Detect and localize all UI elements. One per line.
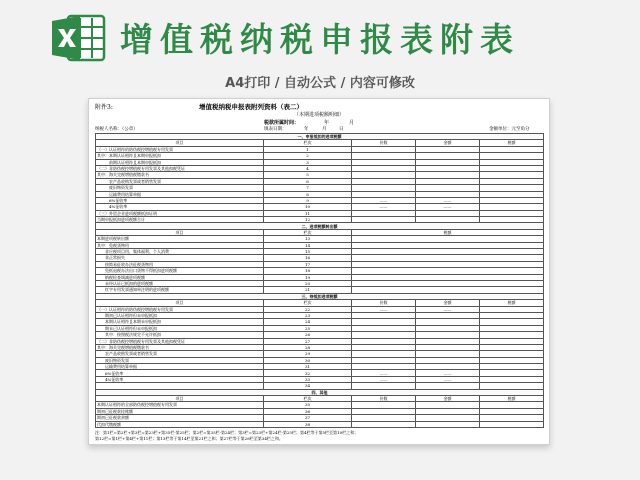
row-label: 期初已认证相符但未申报抵扣	[96, 312, 264, 318]
row-number: 22	[264, 306, 352, 312]
column-header: 栏次	[264, 300, 352, 306]
attachment-label: 附件3:	[95, 104, 113, 111]
column-header: 税额	[480, 140, 544, 146]
column-header: 税额	[480, 300, 544, 306]
row-number: 21	[264, 287, 352, 293]
period-year: 年	[324, 120, 330, 126]
row-number: 15	[264, 249, 352, 255]
banner	[0, 0, 640, 100]
row-label: 非正常损失	[96, 255, 264, 261]
column-header: 项目	[96, 300, 264, 306]
row-label: 其中：按照税法规定不允许抵扣	[96, 332, 264, 338]
amount-cell: ——	[416, 370, 480, 376]
section-title: 三、待抵扣进项税额	[96, 293, 544, 299]
excel-icon	[50, 12, 106, 64]
row-number: 17	[264, 261, 352, 267]
copies-cell: ——	[352, 306, 416, 312]
row-label: 红字专用发票通知单注明的进项税额	[96, 287, 264, 293]
formula-note-1: 注：第1栏=第2栏+第3栏=第23栏+第35栏-第25栏；第2栏=第35栏-第24栏；第3栏=第23栏+第24栏-第25栏；第4栏等于第5栏至第10栏之和；	[95, 430, 359, 435]
row-number: 32	[264, 370, 352, 376]
row-label: 农产品收购发票或者销售发票	[96, 178, 264, 184]
column-header: 税额	[480, 396, 544, 402]
sheet-subtitle: （本期进项税额明细）	[293, 112, 344, 118]
amount-cell[interactable]	[416, 421, 480, 427]
row-number: 31	[264, 364, 352, 370]
sheet-subtitle-row	[89, 111, 549, 117]
row-number: 29	[264, 351, 352, 357]
column-header: 项目	[96, 396, 264, 402]
row-number: 20	[264, 280, 352, 286]
row-label: 农产品收购发票或者销售发票	[96, 351, 264, 357]
row-number: 27	[264, 338, 352, 344]
row-label: 其中：本期认证相符且本期申报抵扣	[96, 153, 264, 159]
row-number: 10	[264, 204, 352, 210]
column-header: 金额	[416, 140, 480, 146]
row-number: 9	[264, 197, 352, 203]
row-label: 期初已征税款余额	[96, 415, 264, 421]
row-label: 期初已征税款挂账额	[96, 408, 264, 414]
column-header: 税额	[352, 229, 544, 235]
row-number: 28	[264, 344, 352, 350]
row-number: 5	[264, 172, 352, 178]
row-label: 4%征收率	[96, 204, 264, 210]
period-month: 月	[349, 120, 355, 126]
column-header: 栏次	[264, 396, 352, 402]
row-label: 按简易征收办法征税货物用	[96, 261, 264, 267]
row-number: 12	[264, 217, 352, 223]
row-label: 纳税检查调减进项税额	[96, 274, 264, 280]
row-label: 其中：海关完税增值税缴款书	[96, 344, 264, 350]
amount-unit: 金额单位：元至角分	[489, 127, 530, 132]
row-label: 6%征收率	[96, 197, 264, 203]
row-number: 37	[264, 415, 352, 421]
section-title: 二、进项税额转出额	[96, 223, 544, 229]
row-number: 11	[264, 210, 352, 216]
row-number: 16	[264, 255, 352, 261]
row-number: 18	[264, 268, 352, 274]
row-number: 7	[264, 185, 352, 191]
row-number: 23	[264, 312, 352, 318]
banner-title: 增值税纳税申报表附表	[120, 20, 520, 59]
row-label: 本期认证相符的全部防伪税控增值税专用发票	[96, 402, 264, 408]
sheet-title: 增值税纳税申报表附列资料（表二）	[199, 103, 303, 111]
column-header: 份数	[352, 300, 416, 306]
row-number: 3	[264, 159, 352, 165]
column-header: 金额	[416, 396, 480, 402]
row-number: 35	[264, 402, 352, 408]
row-label: （一）认证相符的防伪税控增值税专用发票	[96, 146, 264, 152]
column-header: 栏次	[264, 229, 352, 235]
column-header: 份数	[352, 140, 416, 146]
row-label: 废旧物资发票	[96, 357, 264, 363]
row-label: 废旧物资发票	[96, 185, 264, 191]
period-label: 税款所属时间：	[264, 120, 300, 126]
fill-day: 日	[339, 127, 344, 132]
column-header: 项目	[96, 140, 264, 146]
row-label: 本期认证相符且本期未申报抵扣	[96, 319, 264, 325]
row-number: 33	[264, 376, 352, 382]
row-label: 6%征收率	[96, 370, 264, 376]
row-label: （三）外贸企业进项税额抵扣证明	[96, 210, 264, 216]
copies-cell: ——	[352, 197, 416, 203]
row-number: 1	[264, 146, 352, 152]
row-label: 未经认证已抵扣的进项税额	[96, 280, 264, 286]
row-label: 前期认证相符且本期申报抵扣	[96, 159, 264, 165]
row-label: （二）非防伪税控增值税专用发票及其他扣税凭证	[96, 165, 264, 171]
row-number: 26	[264, 332, 352, 338]
row-label: 期末已认证相符但未申报抵扣	[96, 325, 264, 331]
banner-subtitle: A4打印 / 自动公式 / 内容可修改	[225, 76, 415, 91]
copies-cell[interactable]	[352, 421, 416, 427]
taxpayer-label: 纳税人名称：（公章）	[95, 127, 138, 132]
row-label: （一）认证相符的防伪税控增值税专用发票	[96, 306, 264, 312]
copies-cell: ——	[352, 376, 416, 382]
copies-cell: ——	[352, 370, 416, 376]
section-title: 一、申报抵扣的进项税额	[96, 134, 544, 140]
amount-cell: ——	[416, 204, 480, 210]
row-label: 本期进项税转出额	[96, 236, 264, 242]
row-number: 38	[264, 421, 352, 427]
amount-cell: ——	[416, 376, 480, 382]
row-number: 36	[264, 408, 352, 414]
row-number: 8	[264, 191, 352, 197]
row-number: 4	[264, 165, 352, 171]
section-title: 四、其他	[96, 389, 544, 395]
row-number: 25	[264, 325, 352, 331]
spreadsheet-preview	[88, 98, 550, 445]
row-label: 运输费用结算单据	[96, 191, 264, 197]
copies-cell: ——	[352, 204, 416, 210]
row-label: （二）非防伪税控增值税专用发票及其他扣税凭证	[96, 338, 264, 344]
fill-month: 月	[322, 127, 327, 132]
column-header: 项目	[96, 229, 264, 235]
row-number: 2	[264, 153, 352, 159]
taxpayer-row	[89, 126, 549, 132]
table-row	[96, 421, 544, 427]
row-number: 6	[264, 178, 352, 184]
row-number: 19	[264, 274, 352, 280]
fill-date-label: 填表日期：	[264, 127, 287, 132]
row-number: 30	[264, 357, 352, 363]
column-header: 份数	[352, 396, 416, 402]
row-label: 代扣代缴税额	[96, 421, 264, 427]
column-header: 栏次	[264, 140, 352, 146]
amount-cell: ——	[416, 306, 480, 312]
row-label: 其中：免税货物用	[96, 242, 264, 248]
row-number: 14	[264, 242, 352, 248]
row-label: 4%征收率	[96, 376, 264, 382]
amount-cell: ——	[416, 197, 480, 203]
row-number: 24	[264, 319, 352, 325]
tax-table	[95, 133, 544, 428]
tax-amount-cell[interactable]	[480, 421, 544, 427]
row-label: 其中：海关完税增值税缴款书	[96, 172, 264, 178]
row-label: 非应税项目用、集体福利、个人消费	[96, 249, 264, 255]
row-label: 运输费用结算单据	[96, 364, 264, 370]
sheet-header-row	[89, 102, 549, 110]
row-number: 13	[264, 236, 352, 242]
formula-note-2: 第12栏=第1栏+第4栏+第11栏；第13栏等于第14栏至第21栏之和；第27栏等于第28栏至第34栏之和。	[95, 436, 283, 441]
column-header: 金额	[416, 300, 480, 306]
row-label: 免抵退税办法出口货物不得抵扣进项税额	[96, 268, 264, 274]
fill-year: 年	[304, 127, 309, 132]
period-row	[89, 119, 549, 125]
row-number: 34	[264, 383, 352, 389]
row-label: 当期申报抵扣进项税额合计	[96, 217, 264, 223]
